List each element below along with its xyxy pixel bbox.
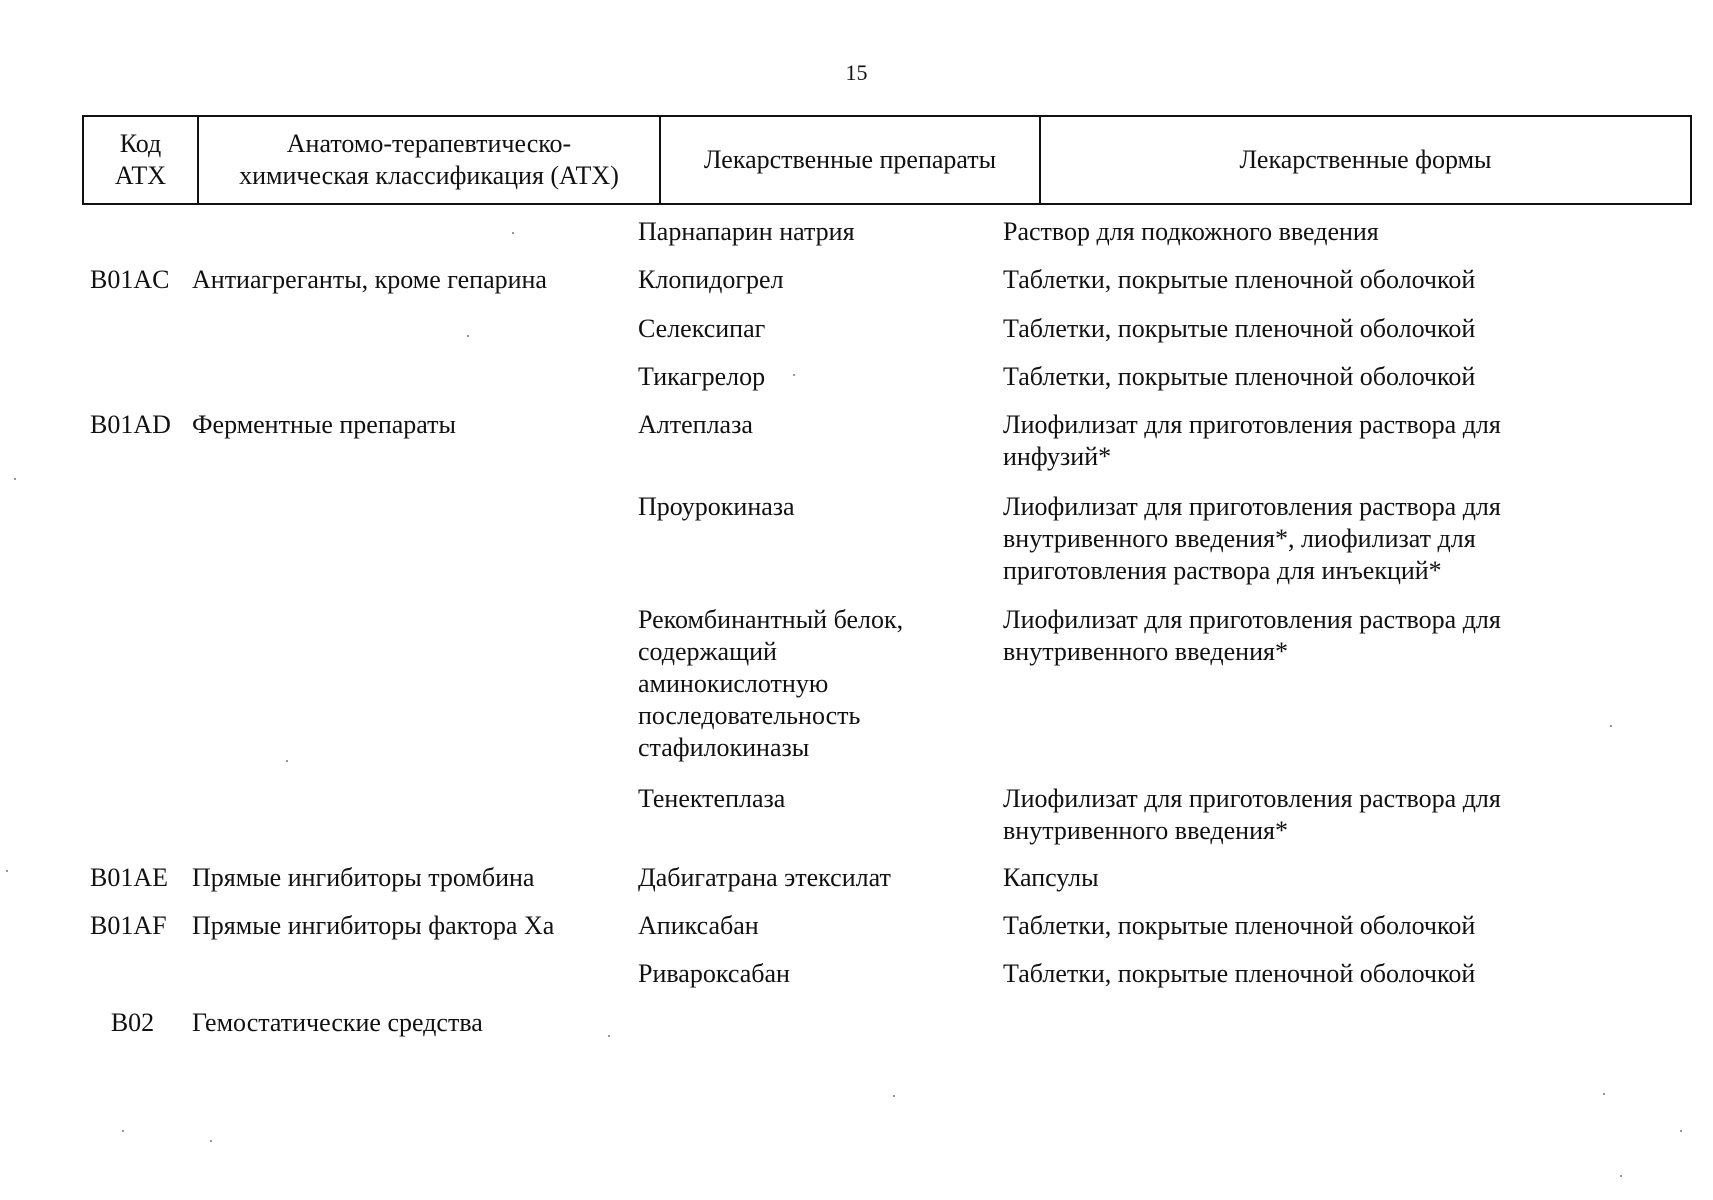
cell-code: B01AE: [90, 863, 168, 892]
scan-speck: [1603, 1093, 1605, 1095]
cell-form: Таблетки, покрытые пленочной оболочкой: [1003, 911, 1476, 940]
scan-speck: [893, 1095, 895, 1097]
cell-drug: Селексипаг: [638, 314, 766, 343]
cell-drug: Тикагрелор: [638, 362, 766, 391]
cell-drug: Клопидогрел: [638, 265, 784, 294]
header-code: Код АТХ: [83, 116, 198, 204]
cell-atc: Ферментные препараты: [192, 410, 456, 439]
cell-drug: Дабигатрана этексилат: [638, 863, 891, 892]
cell-form: Таблетки, покрытые пленочной оболочкой: [1003, 959, 1476, 988]
scan-speck: [1620, 1175, 1622, 1177]
cell-code: B02: [110, 1008, 155, 1037]
scan-speck: [467, 335, 469, 337]
cell-atc: [183, 783, 631, 847]
cell-drug: Тенектеплаза: [638, 784, 786, 813]
table-body: [82, 205, 1634, 1039]
cell-atc: [183, 361, 631, 393]
table-row: [82, 783, 1634, 847]
header-drugs: Лекарственные препараты: [660, 116, 1040, 204]
scan-speck: [14, 478, 16, 480]
cell-code: [82, 361, 183, 393]
cell-atc: [183, 604, 631, 764]
cell-form: Таблетки, покрытые пленочной оболочкой: [1003, 362, 1476, 391]
cell-form: Раствор для подкожного введения: [1003, 217, 1379, 246]
table-row: [82, 1007, 1634, 1039]
cell-form: Таблетки, покрытые пленочной оболочкой: [1003, 265, 1476, 294]
cell-form: Капсулы: [1003, 863, 1099, 892]
cell-drug: Алтеплаза: [638, 410, 753, 439]
cell-code: [82, 491, 183, 587]
cell-code: [82, 604, 183, 764]
cell-code: [82, 783, 183, 847]
table-row: [82, 409, 1634, 473]
table-row: [82, 491, 1634, 587]
cell-form: Таблетки, покрытые пленочной оболочкой: [1003, 314, 1476, 343]
page-number: 15: [845, 60, 868, 85]
scan-speck: [608, 1035, 610, 1037]
cell-code: B01AF: [90, 911, 167, 940]
table-row: [82, 264, 1634, 296]
cell-form: Лиофилизат для приготовления раствора для внутривенного введения*: [1003, 784, 1501, 845]
cell-atc: Прямые ингибиторы тромбина: [192, 863, 535, 892]
table-row: [82, 958, 1634, 990]
table-row: [82, 910, 1634, 942]
cell-atc: [183, 313, 631, 345]
cell-atc: Гемостатические средства: [192, 1008, 483, 1037]
scan-speck: [793, 374, 795, 376]
header-dosage-forms: Лекарственные формы: [1040, 116, 1691, 204]
cell-form: Лиофилизат для приготовления раствора для внутривенного введения*, лиофилизат для приготовления раствора для инъекций*: [1003, 492, 1501, 585]
scan-speck: [1680, 1130, 1682, 1132]
scan-speck: [6, 870, 8, 872]
cell-code: [82, 216, 183, 248]
cell-code: [82, 313, 183, 345]
table-row: [82, 862, 1634, 894]
cell-code: B01AC: [90, 265, 170, 294]
cell-form: [997, 1007, 1634, 1039]
table-row: [82, 216, 1634, 248]
cell-form: Лиофилизат для приготовления раствора для инфузий*: [1003, 410, 1501, 471]
cell-atc: [183, 958, 631, 990]
table-row: [82, 361, 1634, 393]
cell-drug: Парнапарин натрия: [638, 217, 855, 246]
cell-drug: [631, 1007, 997, 1039]
scan-speck: [286, 760, 288, 762]
cell-drug: Рекомбинантный белок, содержащий аминокислотную последовательность стафилокиназы: [638, 605, 904, 762]
cell-atc: Антиагреганты, кроме гепарина: [192, 265, 547, 294]
scan-speck: [1610, 725, 1612, 727]
cell-atc: Прямые ингибиторы фактора Ха: [192, 911, 555, 940]
header-atc-classification: Анатомо-терапевтическо- химическая классификация (АТХ): [198, 116, 660, 204]
table-row: [82, 604, 1634, 764]
scan-speck: [512, 232, 514, 234]
cell-drug: Проурокиназа: [638, 492, 795, 521]
scan-speck: [122, 1130, 124, 1132]
scan-speck: [210, 1140, 212, 1142]
cell-code: [82, 958, 183, 990]
cell-code: B01AD: [90, 410, 171, 439]
cell-atc: [183, 216, 631, 248]
cell-form: Лиофилизат для приготовления раствора для внутривенного введения*: [1003, 605, 1501, 666]
cell-drug: Ривароксабан: [638, 959, 790, 988]
cell-atc: [183, 491, 631, 587]
table-row: [82, 313, 1634, 345]
table-header: [82, 115, 1692, 205]
cell-drug: Апиксабан: [638, 911, 759, 940]
